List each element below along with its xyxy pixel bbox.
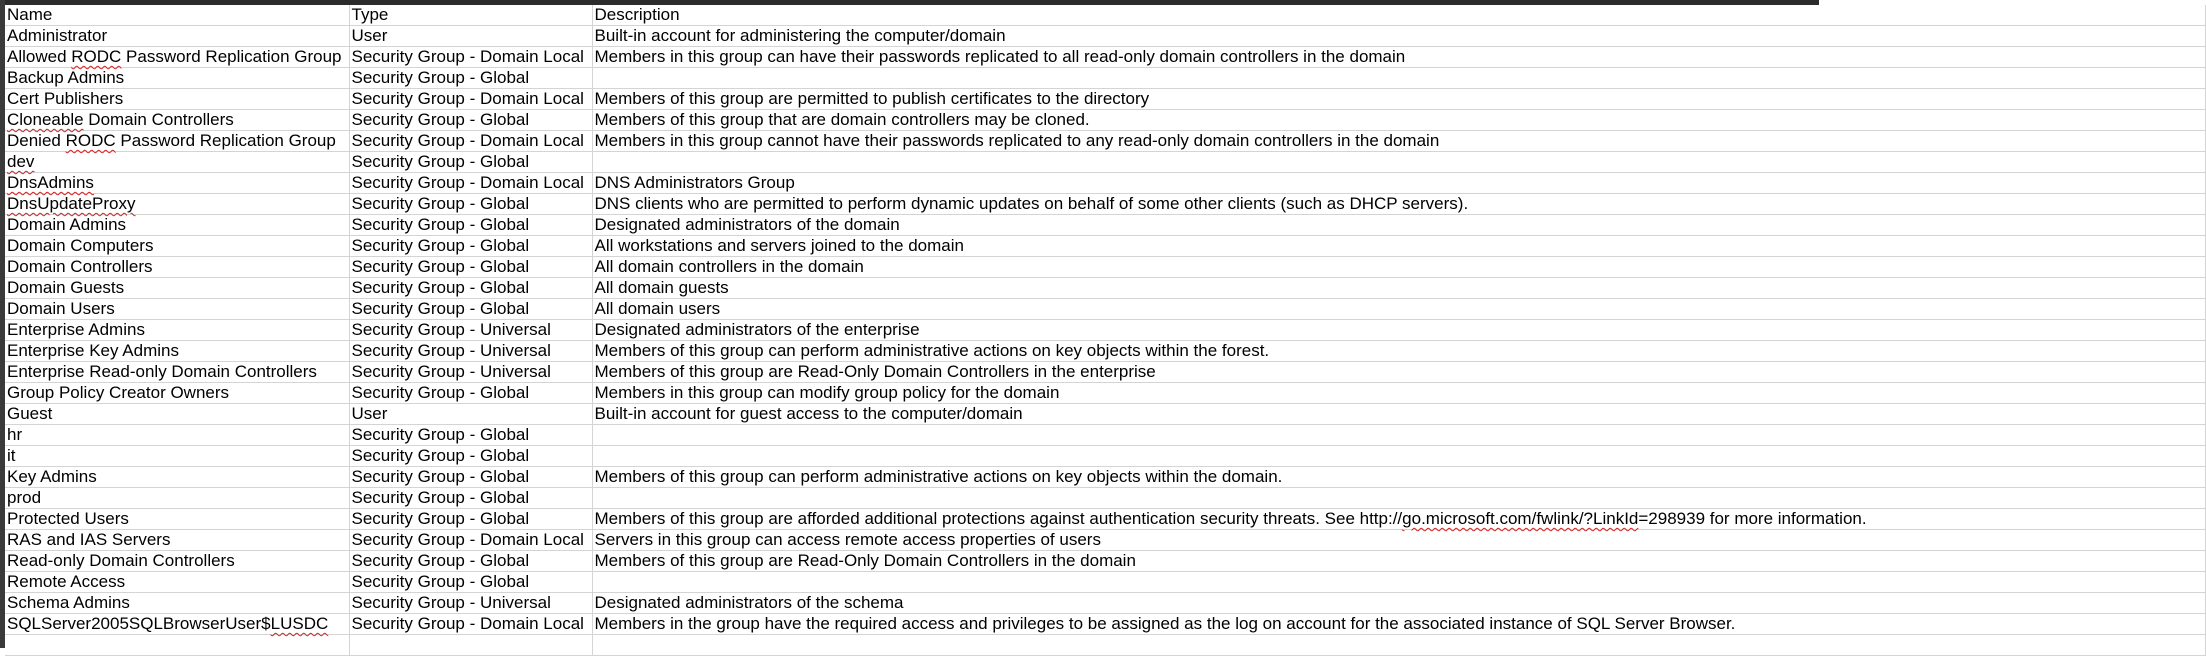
cell-description[interactable]: Members in this group can have their passwords replicated to all read-only domain controllers in the domain	[592, 47, 2205, 68]
cell-type[interactable]: Security Group - Universal	[349, 320, 592, 341]
table-row	[5, 383, 2205, 404]
cell-name[interactable]: Enterprise Admins	[5, 320, 349, 341]
cell-name[interactable]: SQLServer2005SQLBrowserUser$LUSDC	[5, 614, 349, 635]
table-row	[5, 68, 2205, 89]
spellcheck-underline: DnsUpdateProxy	[7, 194, 136, 213]
cell-description[interactable]: Designated administrators of the domain	[592, 215, 2205, 236]
cell-type[interactable]: Security Group - Domain Local	[349, 131, 592, 152]
cell-type[interactable]: Security Group - Global	[349, 194, 592, 215]
cell-name[interactable]: Remote Access	[5, 572, 349, 593]
table-row	[5, 446, 2205, 467]
cell-name[interactable]: Domain Admins	[5, 215, 349, 236]
cell-description[interactable]: Designated administrators of the schema	[592, 593, 2205, 614]
cell-description[interactable]	[592, 488, 2205, 509]
cell-type[interactable]: Security Group - Global	[349, 110, 592, 131]
header-row	[5, 5, 2205, 26]
cell-name[interactable]: Enterprise Read-only Domain Controllers	[5, 362, 349, 383]
cell-name[interactable]: Backup Admins	[5, 68, 349, 89]
spellcheck-underline: Cloneable	[7, 110, 84, 129]
cell-description[interactable]: Members in the group have the required access and privileges to be assigned as the log on account for the associated instance of SQL Server Browser.	[592, 614, 2205, 635]
table-row	[5, 320, 2205, 341]
table-row	[5, 47, 2205, 68]
cell-type[interactable]: Security Group - Universal	[349, 362, 592, 383]
cell-description[interactable]: All domain users	[592, 299, 2205, 320]
cell-name[interactable]: Protected Users	[5, 509, 349, 530]
cell-name[interactable]: Group Policy Creator Owners	[5, 383, 349, 404]
table-row	[5, 299, 2205, 320]
cell-type[interactable]: Security Group - Domain Local	[349, 89, 592, 110]
table-row	[5, 488, 2205, 509]
cell-description[interactable]: Members of this group that are domain controllers may be cloned.	[592, 110, 2205, 131]
table-row	[5, 215, 2205, 236]
cell-name[interactable]	[5, 173, 349, 194]
cell-description[interactable]: DNS clients who are permitted to perform dynamic updates on behalf of some other clients (such as DHCP servers).	[592, 194, 2205, 215]
cell-type[interactable]: Security Group - Domain Local	[349, 530, 592, 551]
cell-name[interactable]: it	[5, 446, 349, 467]
spellcheck-underline: RODC	[71, 47, 122, 66]
table-row	[5, 152, 2205, 173]
cell-type[interactable]: Security Group - Global	[349, 257, 592, 278]
cell-type[interactable]: Security Group - Global	[349, 236, 592, 257]
cell-type[interactable]: User	[349, 26, 592, 47]
cell-name[interactable]: Read-only Domain Controllers	[5, 551, 349, 572]
cell-type[interactable]: Security Group - Global	[349, 488, 592, 509]
cell-description[interactable]: Members of this group can perform administrative actions on key objects within the domain.	[592, 467, 2205, 488]
table-row	[5, 362, 2205, 383]
cell-type[interactable]: Security Group - Global	[349, 152, 592, 173]
table-row	[5, 530, 2205, 551]
cell-description[interactable]: Designated administrators of the enterprise	[592, 320, 2205, 341]
cell-description[interactable]: All workstations and servers joined to the domain	[592, 236, 2205, 257]
table-row	[5, 110, 2205, 131]
cell-description[interactable]: Members in this group can modify group policy for the domain	[592, 383, 2205, 404]
table-row	[5, 89, 2205, 110]
cell-name[interactable]: Administrator	[5, 26, 349, 47]
cell-type[interactable]: Security Group - Global	[349, 509, 592, 530]
cell-name[interactable]: hr	[5, 425, 349, 446]
spellcheck-underline: LUSDC	[270, 614, 329, 633]
cell-name[interactable]: Cloneable Domain Controllers	[5, 110, 349, 131]
table-row	[5, 194, 2205, 215]
table-row	[5, 551, 2205, 572]
cell-type[interactable]: Security Group - Global	[349, 299, 592, 320]
cell-type[interactable]: Security Group - Global	[349, 467, 592, 488]
cell-description[interactable]: DNS Administrators Group	[592, 173, 2205, 194]
table-row	[5, 614, 2205, 635]
header-cell-name[interactable]: Name	[5, 5, 349, 26]
cell-name[interactable]: Cert Publishers	[5, 89, 349, 110]
empty-row	[5, 635, 2205, 656]
cell-description[interactable]: All domain controllers in the domain	[592, 257, 2205, 278]
cell-name[interactable]: Schema Admins	[5, 593, 349, 614]
cell-name[interactable]	[5, 194, 349, 215]
cell-description[interactable]: Built-in account for guest access to the computer/domain	[592, 404, 2205, 425]
spreadsheet-grid[interactable]	[5, 5, 1867, 648]
cell-type[interactable]: Security Group - Global	[349, 278, 592, 299]
cell-description[interactable]: Members of this group are Read-Only Domain Controllers in the enterprise	[592, 362, 2205, 383]
cell-type[interactable]: Security Group - Global	[349, 446, 592, 467]
cell-description[interactable]	[592, 572, 2205, 593]
table-row	[5, 572, 2205, 593]
spellcheck-underline: go.microsoft.com/fwlink/?LinkId	[1402, 509, 1639, 528]
cell-name[interactable]: Domain Controllers	[5, 257, 349, 278]
cell-name[interactable]: Guest	[5, 404, 349, 425]
cell-name[interactable]	[5, 152, 349, 173]
table-row	[5, 404, 2205, 425]
cell-name[interactable]: Denied RODC Password Replication Group	[5, 131, 349, 152]
cell-type[interactable]: Security Group - Global	[349, 551, 592, 572]
cell-type[interactable]: Security Group - Global	[349, 68, 592, 89]
cell-type[interactable]: Security Group - Global	[349, 383, 592, 404]
spellcheck-underline: RODC	[65, 131, 116, 150]
cell-description[interactable]	[592, 68, 2205, 89]
cell-description[interactable]	[592, 152, 2205, 173]
cell-description[interactable]: Members of this group are afforded additional protections against authentication security threats. See http://go.microsoft.com/fwlink/?LinkId=298939 for more information.	[592, 509, 2205, 530]
cell-description[interactable]: Built-in account for administering the computer/domain	[592, 26, 2205, 47]
groups-table	[5, 5, 2206, 656]
cell-name[interactable]: Allowed RODC Password Replication Group	[5, 47, 349, 68]
table-row	[5, 425, 2205, 446]
table-row	[5, 593, 2205, 614]
cell-type[interactable]: Security Group - Domain Local	[349, 614, 592, 635]
spellcheck-underline: DnsAdmins	[7, 173, 94, 192]
table-row	[5, 173, 2205, 194]
table-row	[5, 26, 2205, 47]
cell-name[interactable]: RAS and IAS Servers	[5, 530, 349, 551]
cell-description[interactable]	[592, 425, 2205, 446]
cell-name[interactable]: Key Admins	[5, 467, 349, 488]
cell-name[interactable]: Domain Computers	[5, 236, 349, 257]
table-row	[5, 467, 2205, 488]
cell-type[interactable]: Security Group - Universal	[349, 593, 592, 614]
cell-description[interactable]: Members of this group are Read-Only Domain Controllers in the domain	[592, 551, 2205, 572]
cell-type[interactable]: Security Group - Domain Local	[349, 173, 592, 194]
cell-name[interactable]: prod	[5, 488, 349, 509]
table-row	[5, 236, 2205, 257]
cell-description[interactable]: All domain guests	[592, 278, 2205, 299]
cell-name[interactable]: Domain Guests	[5, 278, 349, 299]
cell-type[interactable]: User	[349, 404, 592, 425]
empty-cell[interactable]	[592, 635, 2205, 656]
cell-type[interactable]: Security Group - Universal	[349, 341, 592, 362]
spellcheck-underline: dev	[7, 152, 35, 171]
cell-type[interactable]: Security Group - Global	[349, 215, 592, 236]
cell-name[interactable]: Enterprise Key Admins	[5, 341, 349, 362]
empty-cell[interactable]	[5, 635, 349, 656]
table-row	[5, 341, 2205, 362]
header-cell-description[interactable]: Description	[592, 5, 2205, 26]
cell-type[interactable]: Security Group - Global	[349, 572, 592, 593]
cell-type[interactable]: Security Group - Global	[349, 425, 592, 446]
cell-type[interactable]: Security Group - Domain Local	[349, 47, 592, 68]
header-cell-type[interactable]: Type	[349, 5, 592, 26]
cell-description[interactable]: Servers in this group can access remote access properties of users	[592, 530, 2205, 551]
cell-description[interactable]	[592, 446, 2205, 467]
cell-description[interactable]: Members of this group are permitted to publish certificates to the directory	[592, 89, 2205, 110]
table-row	[5, 131, 2205, 152]
table-row	[5, 278, 2205, 299]
cell-description[interactable]: Members in this group cannot have their passwords replicated to any read-only domain controllers in the domain	[592, 131, 2205, 152]
cell-name[interactable]: Domain Users	[5, 299, 349, 320]
table-row	[5, 257, 2205, 278]
table-row	[5, 509, 2205, 530]
cell-description[interactable]: Members of this group can perform administrative actions on key objects within the forest.	[592, 341, 2205, 362]
empty-cell[interactable]	[349, 635, 592, 656]
